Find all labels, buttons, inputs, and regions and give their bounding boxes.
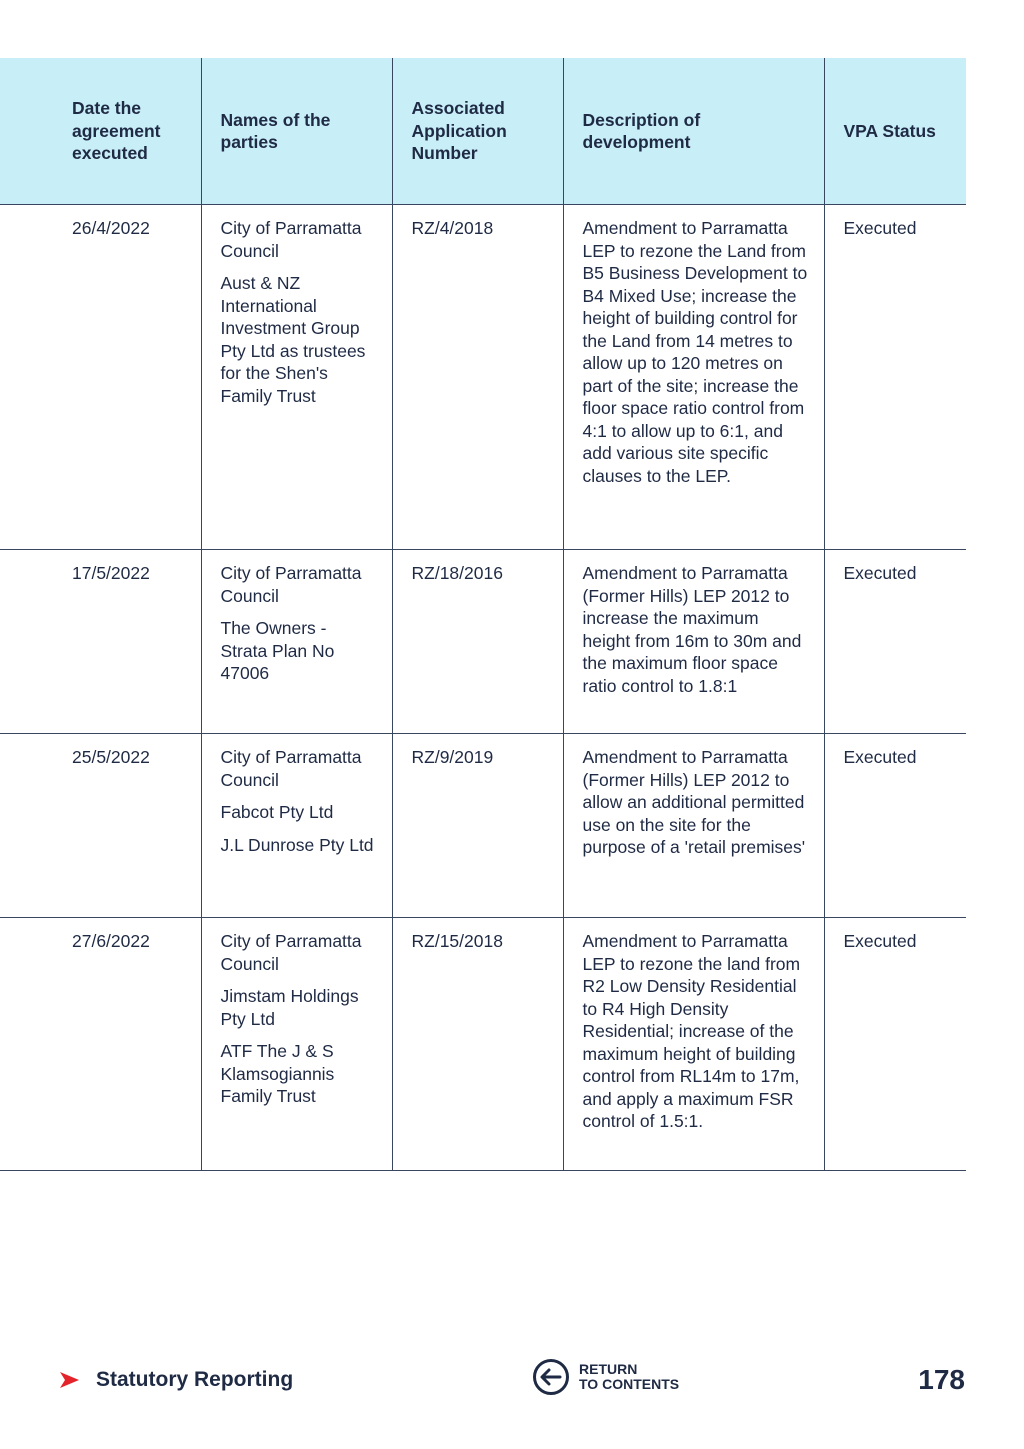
section-label: Statutory Reporting (96, 1368, 294, 1391)
party-name: The Owners - Strata Plan No 47006 (220, 618, 335, 683)
party-name: City of Parramatta Council (220, 931, 362, 974)
page-footer (0, 1352, 1024, 1412)
party-name: City of Parramatta Council (220, 747, 362, 790)
page-number: 178 (918, 1364, 965, 1395)
return-line-2: TO CONTENTS (579, 1376, 680, 1392)
cell-date: 27/6/2022 (0, 918, 201, 1171)
table-row (0, 205, 966, 550)
cell-description: Amendment to Parramatta LEP to rezone the Land from B5 Business Development to B4 Mixed Use; increase the height of building control for the Land from 14 metres to allow up to 120 metres on part of the site; increase the floor space ratio control from 4:1 to allow up to 6:1, and add various site specific clauses to the LEP. (563, 205, 824, 550)
cell-date: 17/5/2022 (0, 550, 201, 734)
cell-description: Amendment to Parramatta (Former Hills) LEP 2012 to allow an additional permitted use on the site for the purpose of a 'retail premises' (563, 734, 824, 918)
cell-application: RZ/18/2016 (392, 550, 563, 734)
cell-parties (201, 918, 392, 1171)
header-application: Associated Application Number (392, 58, 563, 205)
cell-date: 25/5/2022 (0, 734, 201, 918)
table-row (0, 734, 966, 918)
party-name: Fabcot Pty Ltd (220, 802, 334, 822)
cell-status: Executed (824, 918, 966, 1171)
cell-date: 26/4/2022 (0, 205, 201, 550)
party-name: ATF The J & S Klamsogiannis Family Trust (220, 1041, 335, 1106)
table-row (0, 550, 966, 734)
header-parties: Names of the parties (201, 58, 392, 205)
chevron-right-icon (58, 1369, 82, 1391)
party-name: City of Parramatta Council (220, 218, 362, 261)
cell-status: Executed (824, 550, 966, 734)
table-header-row (0, 58, 966, 205)
cell-parties (201, 734, 392, 918)
cell-description: Amendment to Parramatta LEP to rezone the land from R2 Low Density Residential to R4 High Density Residential; increase of the maximum height of building control from RL14m to 17m, and apply a maximum FSR control of 1.5:1. (563, 918, 824, 1171)
table-row (0, 918, 966, 1171)
party-name: City of Parramatta Council (220, 563, 362, 606)
arrow-left-circle-icon (532, 1358, 570, 1396)
return-line-1: RETURN (579, 1361, 638, 1377)
cell-application: RZ/4/2018 (392, 205, 563, 550)
header-date: Date the agreement executed (0, 58, 201, 205)
party-name: Aust & NZ International Investment Group Pty Ltd as trustees for the Shen's Family Trust (220, 273, 366, 406)
header-status: VPA Status (824, 58, 966, 205)
return-label (579, 1362, 679, 1392)
section-link[interactable] (58, 1368, 293, 1392)
return-to-contents-button[interactable] (532, 1358, 679, 1396)
vpa-table (0, 58, 966, 1171)
cell-parties (201, 205, 392, 550)
cell-parties (201, 550, 392, 734)
cell-application: RZ/15/2018 (392, 918, 563, 1171)
cell-description: Amendment to Parramatta (Former Hills) LEP 2012 to increase the maximum height from 16m to 30m and the maximum floor space ratio control to 1.8:1 (563, 550, 824, 734)
party-name: J.L Dunrose Pty Ltd (220, 834, 374, 855)
cell-status: Executed (824, 734, 966, 918)
cell-application: RZ/9/2019 (392, 734, 563, 918)
cell-status: Executed (824, 205, 966, 550)
header-description: Description of development (563, 58, 824, 205)
party-name: Jimstam Holdings Pty Ltd (220, 986, 359, 1029)
